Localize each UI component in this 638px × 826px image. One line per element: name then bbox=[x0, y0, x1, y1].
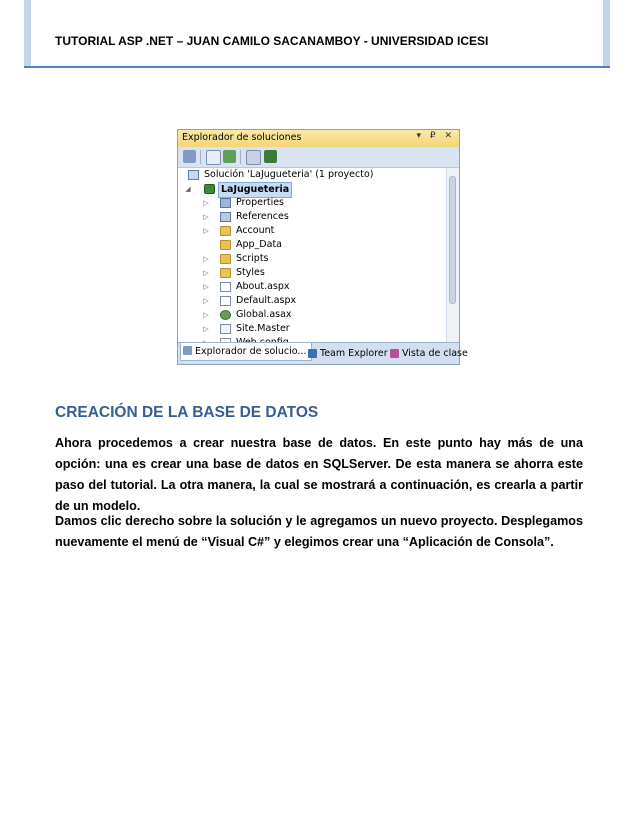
tree-scrollbar bbox=[446, 168, 459, 344]
expand-arrow-icon: ▷ bbox=[203, 325, 209, 333]
refresh-icon bbox=[223, 150, 236, 163]
header-right-band bbox=[603, 0, 610, 68]
expand-arrow-icon: ▷ bbox=[203, 255, 209, 263]
tree-item-label: Global.asax bbox=[236, 309, 292, 320]
web-project-icon bbox=[204, 184, 215, 194]
references-icon bbox=[220, 212, 231, 222]
tree-item-label: Properties bbox=[236, 197, 285, 208]
scrollbar-thumb bbox=[449, 176, 456, 304]
tab-class-view bbox=[388, 346, 468, 361]
properties-icon bbox=[220, 198, 231, 208]
tab-team-explorer bbox=[306, 346, 388, 361]
expand-arrow-icon: ▷ bbox=[203, 227, 209, 235]
paragraph: Damos clic derecho sobre la solución y le agregamos un nuevo proyecto. Desplegamos nuevamente el menú de “Visual C#” y elegimos crear una “Aplicación de Consola”. bbox=[55, 514, 583, 549]
tab-label: Vista de clase bbox=[402, 348, 468, 359]
panel-toolbar bbox=[178, 147, 459, 168]
solution-explorer-tab-icon bbox=[183, 346, 192, 355]
tree-item-label: About.aspx bbox=[236, 281, 290, 292]
tree-item-label: Styles bbox=[236, 267, 265, 278]
tab-solution-explorer bbox=[180, 343, 312, 361]
tree-label-project: LaJugueteria bbox=[218, 182, 292, 198]
header-left-band bbox=[24, 0, 31, 68]
tree-label-solution: Solución 'LaJugueteria' (1 proyecto) bbox=[204, 169, 374, 180]
copy-web-icon bbox=[264, 150, 277, 163]
tree-item-label: Scripts bbox=[236, 253, 269, 264]
class-view-tab-icon bbox=[390, 349, 399, 358]
expand-arrow-icon: ▷ bbox=[203, 297, 209, 305]
show-all-files-icon bbox=[206, 150, 221, 165]
aspx-page-icon bbox=[220, 282, 231, 292]
panel-tabs bbox=[178, 342, 468, 364]
tree-item-label: Default.aspx bbox=[236, 295, 297, 306]
section-heading: CREACIÓN DE LA BASE DE DATOS bbox=[55, 404, 319, 421]
expand-arrow-icon: ▷ bbox=[203, 269, 209, 277]
expand-arrow-icon: ▷ bbox=[203, 311, 209, 319]
header-rule bbox=[24, 66, 610, 68]
collapse-arrow-icon: ◢ bbox=[185, 185, 191, 193]
paragraph: Ahora procedemos a crear nuestra base de datos. En este punto hay más de una opción: una es crear una base de datos en SQLServer. De esta manera se ahorra este paso del tutorial. La otra manera, la cual se mostrará a continuación, es crearla a partir de un modelo. bbox=[55, 436, 583, 513]
header-title: TUTORIAL ASP .NET – JUAN CAMILO SACANAMBOY - UNIVERSIDAD ICESI bbox=[55, 34, 489, 48]
folder-icon bbox=[220, 268, 231, 278]
aspx-page-icon bbox=[220, 296, 231, 306]
folder-icon bbox=[220, 254, 231, 264]
folder-icon bbox=[220, 226, 231, 236]
panel-title: Explorador de soluciones bbox=[182, 132, 302, 143]
expand-arrow-icon: ▷ bbox=[203, 213, 209, 221]
tree-item-label: Account bbox=[236, 225, 275, 236]
expand-arrow-icon: ▷ bbox=[203, 283, 209, 291]
tab-label: Team Explorer bbox=[320, 348, 388, 359]
solution-icon bbox=[188, 170, 199, 180]
global-asax-icon bbox=[220, 310, 231, 320]
tree-item-label: References bbox=[236, 211, 289, 222]
panel-titlebar bbox=[178, 130, 459, 148]
solution-explorer-figure bbox=[177, 129, 468, 365]
properties-tool-icon bbox=[183, 150, 196, 163]
tree-item-label: App_Data bbox=[236, 239, 282, 250]
master-page-icon bbox=[220, 324, 231, 334]
tab-label: Explorador de solucio... bbox=[195, 346, 307, 357]
panel-title-controls: ▾ ₽ ✕ bbox=[416, 131, 455, 141]
tree-item-label: Site.Master bbox=[236, 323, 290, 334]
team-explorer-tab-icon bbox=[308, 349, 317, 358]
view-class-diagram-icon bbox=[246, 150, 261, 165]
expand-arrow-icon: ▷ bbox=[203, 199, 209, 207]
folder-icon bbox=[220, 240, 231, 250]
solution-tree bbox=[178, 168, 448, 344]
